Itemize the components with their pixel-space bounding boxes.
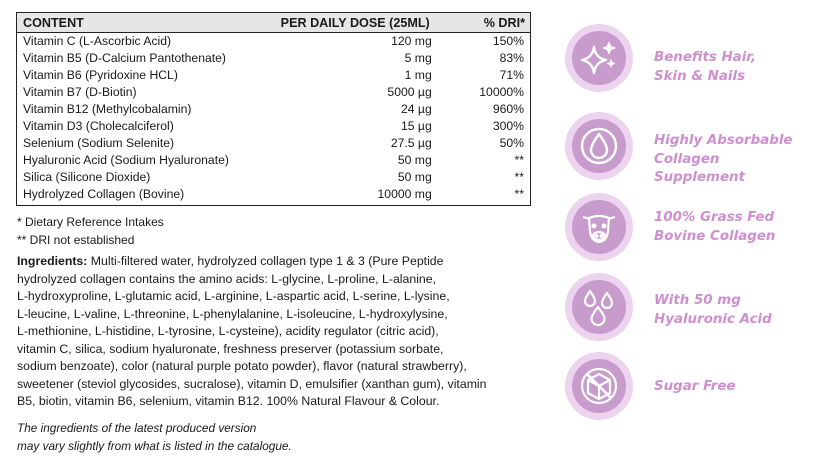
nutrient-name: Vitamin B7 (D-Biotin) [23,85,137,99]
benefit-absorbable [565,112,805,185]
sparkles-icon [579,38,619,78]
benefit-badge [565,352,633,420]
ingredients-line: hydrolyzed collagen contains the amino acids: L-glycine, L-proline, L-alanine, [17,271,437,286]
ingredients-label: Ingredients: [17,254,88,268]
nutrient-name: Vitamin B5 (D-Calcium Pantothenate) [23,51,226,65]
ingredients-line: vitamin C, silica, sodium hyaluronate, freshness preserver (potassium sorbate, [17,341,444,356]
nutrient-dose: 24 µg [400,102,432,116]
nutrient-dri: ** [514,153,524,167]
nutrient-dri: 10000% [479,85,524,99]
table-row [17,169,531,186]
nutrient-dose: 5000 µg [387,85,432,99]
nutrient-name: Vitamin D3 (Cholecalciferol) [23,119,174,133]
benefit-text: Benefits Hair, Skin & Nails [654,50,757,84]
header-dose: PER DAILY DOSE (25ML) [256,13,468,33]
benefit-badge [565,273,633,341]
table-row [17,84,531,101]
table-row [17,135,531,152]
table-row [17,50,531,67]
nutrient-dose: 27.5 µg [390,136,432,150]
benefit-sugar-free [565,352,805,422]
nutrient-name: Silica (Silicone Dioxide) [23,170,151,184]
ingredients-line: sweetener (steviol glycosides, sucralose), vitamin D, emulsifier (xanthan gum), vitamin [17,376,487,391]
nutrition-table [16,12,531,206]
droplets-icon [579,287,619,327]
ingredients-line: sodium benzoate), color (natural purple potato powder), flavor (natural strawberry), [17,359,467,373]
nutrient-dose: 50 mg [397,153,432,167]
header-content: CONTENT [17,13,257,33]
table-row [17,33,531,51]
nutrient-dose: 50 mg [397,170,432,184]
nutrient-name: Hyaluronic Acid (Sodium Hyaluronate) [23,153,229,167]
nutrient-dri: ** [514,187,524,201]
benefit-badge [565,24,633,92]
nutrient-name: Selenium (Sodium Selenite) [23,136,175,150]
nutrient-dose: 10000 mg [377,187,432,201]
benefit-hyaluronic [565,273,805,343]
nutrient-name: Hydrolyzed Collagen (Bovine) [23,187,185,201]
benefit-text: 100% Grass Fed Bovine Collagen [654,210,776,244]
table-row [17,67,531,84]
ingredients-line: B5, biotin, vitamin B6, selenium, vitamin B12. 100% Natural Flavour & Colour. [17,394,440,408]
ingredients-line: L-leucine, L-valine, L-threonine, L-phenylalanine, L-isoleucine, L-hydroxylysine, [17,306,448,321]
nutrient-dose: 120 mg [391,34,432,48]
nutrient-dose: 15 µg [400,119,432,133]
no-sugar-icon [579,366,619,406]
drop-icon [579,126,619,166]
ingredients-text: Multi-filtered water, hydrolyzed collagen type 1 & 3 (Pure Peptide [87,254,444,268]
footnote-dri: * Dietary Reference Intakes [17,215,164,229]
benefit-text: Sugar Free [654,379,736,394]
nutrient-dri: 50% [499,136,524,150]
ingredients-line: L-hydroxyproline, L-glutamic acid, L-arginine, L-aspartic acid, L-serine, L-lysine, [17,289,450,303]
disclaimer-line: The ingredients of the latest produced version [17,421,257,435]
benefit-badge [565,112,633,180]
disclaimer-line: may vary slightly from what is listed in the catalogue. [17,438,292,453]
table-row [17,186,531,206]
cow-icon [579,207,619,247]
benefit-badge [565,193,633,261]
header-dri: % DRI* [468,13,531,33]
footnote-not-established: ** DRI not established [17,233,135,247]
table-header-row [17,13,531,33]
ingredients-line [17,253,532,271]
table-row [17,152,531,169]
nutrient-name: Vitamin B12 (Methylcobalamin) [23,102,192,116]
benefit-hair-skin-nails [565,24,805,94]
disclaimer [17,420,292,455]
table-row [17,101,531,118]
ingredients-line: L-methionine, L-histidine, L-tyrosine, L-cysteine), acidity regulator (citric acid), [17,324,439,338]
nutrient-dri: 960% [492,102,524,116]
nutrient-dri: 300% [492,119,524,133]
nutrient-name: Vitamin B6 (Pyridoxine HCL) [23,68,178,82]
benefits-column [565,0,805,462]
table-row [17,118,531,135]
nutrient-dose: 5 mg [404,51,432,65]
nutrient-dri: 83% [499,51,524,65]
nutrient-dri: ** [514,170,524,184]
nutrient-name: Vitamin C (L-Ascorbic Acid) [23,34,172,48]
ingredients-paragraph [17,253,532,411]
benefit-grass-fed [565,193,805,263]
nutrient-dri: 150% [492,34,524,48]
benefit-text: With 50 mg Hyaluronic Acid [654,293,772,327]
benefit-text: Highly Absorbable Collagen Supplement [654,133,793,185]
footnotes [17,213,164,249]
nutrient-dose: 1 mg [404,68,432,82]
nutrient-dri: 71% [499,68,524,82]
